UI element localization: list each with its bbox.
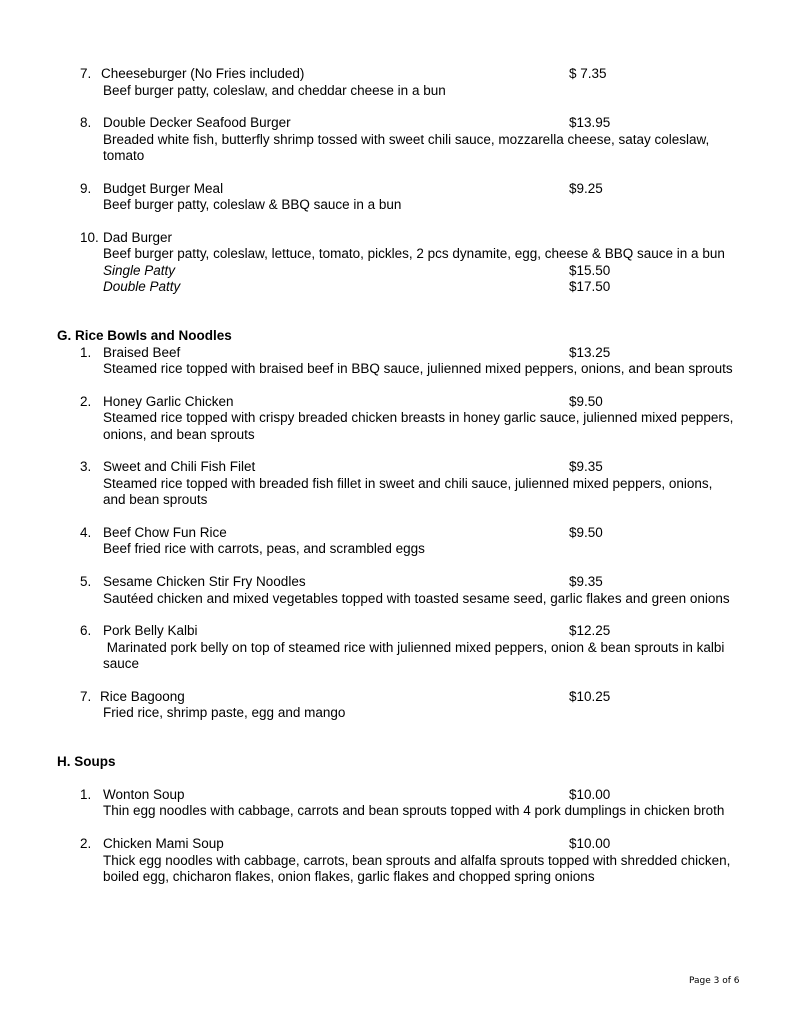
item-number: 2. xyxy=(80,836,92,851)
item-number: 10. xyxy=(80,230,99,245)
item-number: 1. xyxy=(80,787,92,802)
item-price: $9.50 xyxy=(569,525,603,540)
item-number: 5. xyxy=(80,574,92,589)
item-description: and bean sprouts xyxy=(103,492,208,507)
item-price: $9.50 xyxy=(569,394,603,409)
item-name: Sweet and Chili Fish Filet xyxy=(103,459,256,474)
item-name: Pork Belly Kalbi xyxy=(103,623,198,638)
item-number: 7. xyxy=(80,66,92,81)
item-name: Sesame Chicken Stir Fry Noodles xyxy=(103,574,306,589)
item-name: Double Decker Seafood Burger xyxy=(103,115,291,130)
item-description: Steamed rice topped with braised beef in BBQ sauce, julienned mixed peppers, onions, and bean sprouts xyxy=(103,361,733,376)
item-description: Beef burger patty, coleslaw, lettuce, tomato, pickles, 2 pcs dynamite, egg, cheese & BBQ sauce in a bun xyxy=(103,246,725,261)
item-description: onions, and bean sprouts xyxy=(103,427,255,442)
item-name: Wonton Soup xyxy=(103,787,185,802)
option-price: $15.50 xyxy=(569,263,611,278)
item-price: $10.00 xyxy=(569,836,611,851)
item-description: Steamed rice topped with crispy breaded chicken breasts in honey garlic sauce, julienned mixed peppers, xyxy=(103,410,734,425)
item-name: Braised Beef xyxy=(103,345,181,360)
item-number: 8. xyxy=(80,115,92,130)
item-name: Rice Bagoong xyxy=(100,689,185,704)
item-description: sauce xyxy=(103,656,140,671)
item-description: Marinated pork belly on top of steamed rice with julienned mixed peppers, onion & bean sprouts in kalbi xyxy=(103,640,725,655)
item-name: Chicken Mami Soup xyxy=(103,836,224,851)
item-description: Beef fried rice with carrots, peas, and scrambled eggs xyxy=(103,541,425,556)
item-description: tomato xyxy=(103,148,145,163)
item-number: 2. xyxy=(80,394,92,409)
section-heading: G. Rice Bowls and Noodles xyxy=(57,328,232,343)
section-heading: H. Soups xyxy=(57,754,116,769)
option-price: $17.50 xyxy=(569,279,611,294)
item-price: $9.35 xyxy=(569,459,603,474)
item-name: Honey Garlic Chicken xyxy=(103,394,234,409)
item-description: Thin egg noodles with cabbage, carrots and bean sprouts topped with 4 pork dumplings in chicken broth xyxy=(103,803,725,818)
item-name: Dad Burger xyxy=(103,230,173,245)
item-description: Thick egg noodles with cabbage, carrots, bean sprouts and alfalfa sprouts topped with shredded chicken, xyxy=(103,853,731,868)
item-description: Sautéed chicken and mixed vegetables topped with toasted sesame seed, garlic flakes and green onions xyxy=(103,591,730,606)
item-price: $10.00 xyxy=(569,787,611,802)
page-number: Page 3 of 6 xyxy=(689,976,740,986)
item-number: 4. xyxy=(80,525,92,540)
item-price: $10.25 xyxy=(569,689,611,704)
item-price: $13.25 xyxy=(569,345,611,360)
item-name: Beef Chow Fun Rice xyxy=(103,525,227,540)
item-description: Steamed rice topped with breaded fish fillet in sweet and chili sauce, julienned mixed peppers, onions, xyxy=(103,476,713,491)
option-label: Double Patty xyxy=(103,279,181,294)
item-number: 9. xyxy=(80,181,92,196)
option-label: Single Patty xyxy=(103,263,176,278)
item-price: $9.35 xyxy=(569,574,603,589)
item-name: Cheeseburger (No Fries included) xyxy=(101,66,305,81)
item-description: Beef burger patty, coleslaw & BBQ sauce in a bun xyxy=(103,197,402,212)
item-number: 6. xyxy=(80,623,92,638)
item-description: Fried rice, shrimp paste, egg and mango xyxy=(103,705,346,720)
item-price: $9.25 xyxy=(569,181,603,196)
item-price: $ 7.35 xyxy=(569,66,607,81)
item-description: Beef burger patty, coleslaw, and cheddar cheese in a bun xyxy=(103,83,446,98)
item-description: boiled egg, chicharon flakes, onion flakes, garlic flakes and chopped spring onions xyxy=(103,869,595,884)
item-number: 1. xyxy=(80,345,92,360)
item-number: 7. xyxy=(80,689,92,704)
item-price: $13.95 xyxy=(569,115,611,130)
item-description: Breaded white fish, butterfly shrimp tossed with sweet chili sauce, mozzarella cheese, satay coleslaw, xyxy=(103,132,710,147)
item-price: $12.25 xyxy=(569,623,611,638)
item-number: 3. xyxy=(80,459,92,474)
item-name: Budget Burger Meal xyxy=(103,181,224,196)
